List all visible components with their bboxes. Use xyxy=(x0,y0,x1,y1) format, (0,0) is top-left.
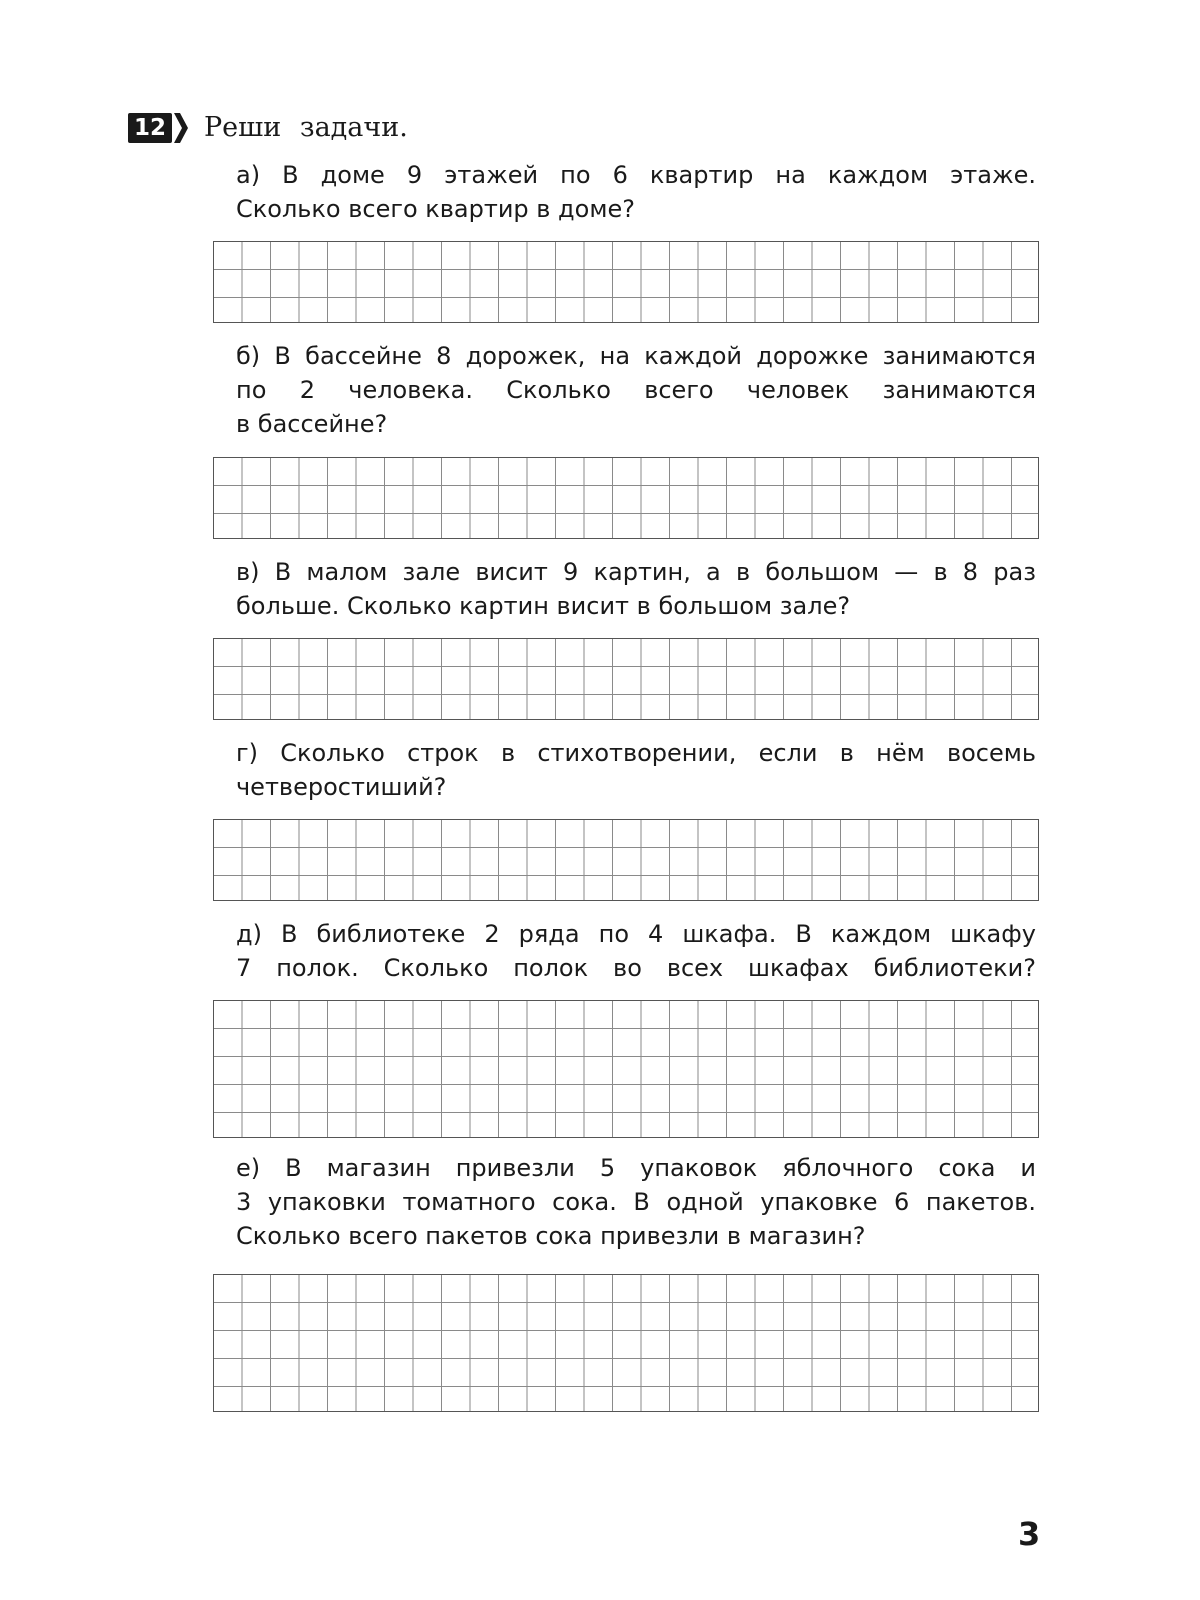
task-e-line-3: Сколько всего пакетов сока привезли в магазин? xyxy=(236,1222,866,1250)
task-d-line-2: 7 полок. Сколько полок во всех шкафах библиотеки? xyxy=(236,954,1036,982)
task-d-answer-grid[interactable] xyxy=(213,1000,1039,1138)
task-v-line-1: в) В малом зале висит 9 картин, а в большом — в 8 раз xyxy=(236,558,1036,586)
task-b-line-3: в бассейне? xyxy=(236,410,388,438)
task-v-answer-grid[interactable] xyxy=(213,638,1039,720)
task-g-line-2: четверостиший? xyxy=(236,773,447,801)
task-b-line-1: б) В бассейне 8 дорожек, на каждой дорожке занимаются xyxy=(236,342,1036,370)
task-v xyxy=(236,555,1036,623)
task-e-answer-grid[interactable] xyxy=(213,1274,1039,1412)
task-b-answer-grid[interactable] xyxy=(213,457,1039,539)
task-e xyxy=(236,1151,1036,1253)
task-b xyxy=(236,339,1036,441)
task-a-line-2: Сколько всего квартир в доме? xyxy=(236,195,635,223)
exercise-instruction: Реши задачи. xyxy=(204,112,408,143)
task-d xyxy=(236,917,1036,985)
exercise-number-badge: 12 xyxy=(128,113,172,143)
task-g-line-1: г) Сколько строк в стихотворении, если в нём восемь xyxy=(236,739,1036,767)
task-a-answer-grid[interactable] xyxy=(213,241,1039,323)
page-number: 3 xyxy=(1018,1515,1041,1553)
task-v-line-2: больше. Сколько картин висит в большом зале? xyxy=(236,592,851,620)
task-a xyxy=(236,158,1036,226)
task-b-line-2: по 2 человека. Сколько всего человек занимаются xyxy=(236,376,1036,404)
exercise-header xyxy=(128,112,408,143)
task-g xyxy=(236,736,1036,804)
task-d-line-1: д) В библиотеке 2 ряда по 4 шкафа. В каждом шкафу xyxy=(236,920,1036,948)
task-e-line-1: е) В магазин привезли 5 упаковок яблочного сока и xyxy=(236,1154,1036,1182)
task-a-line-1: а) В доме 9 этажей по 6 квартир на каждом этаже. xyxy=(236,161,1036,189)
chevron-right-icon xyxy=(174,113,188,143)
task-g-answer-grid[interactable] xyxy=(213,819,1039,901)
task-e-line-2: 3 упаковки томатного сока. В одной упаковке 6 пакетов. xyxy=(236,1188,1036,1216)
